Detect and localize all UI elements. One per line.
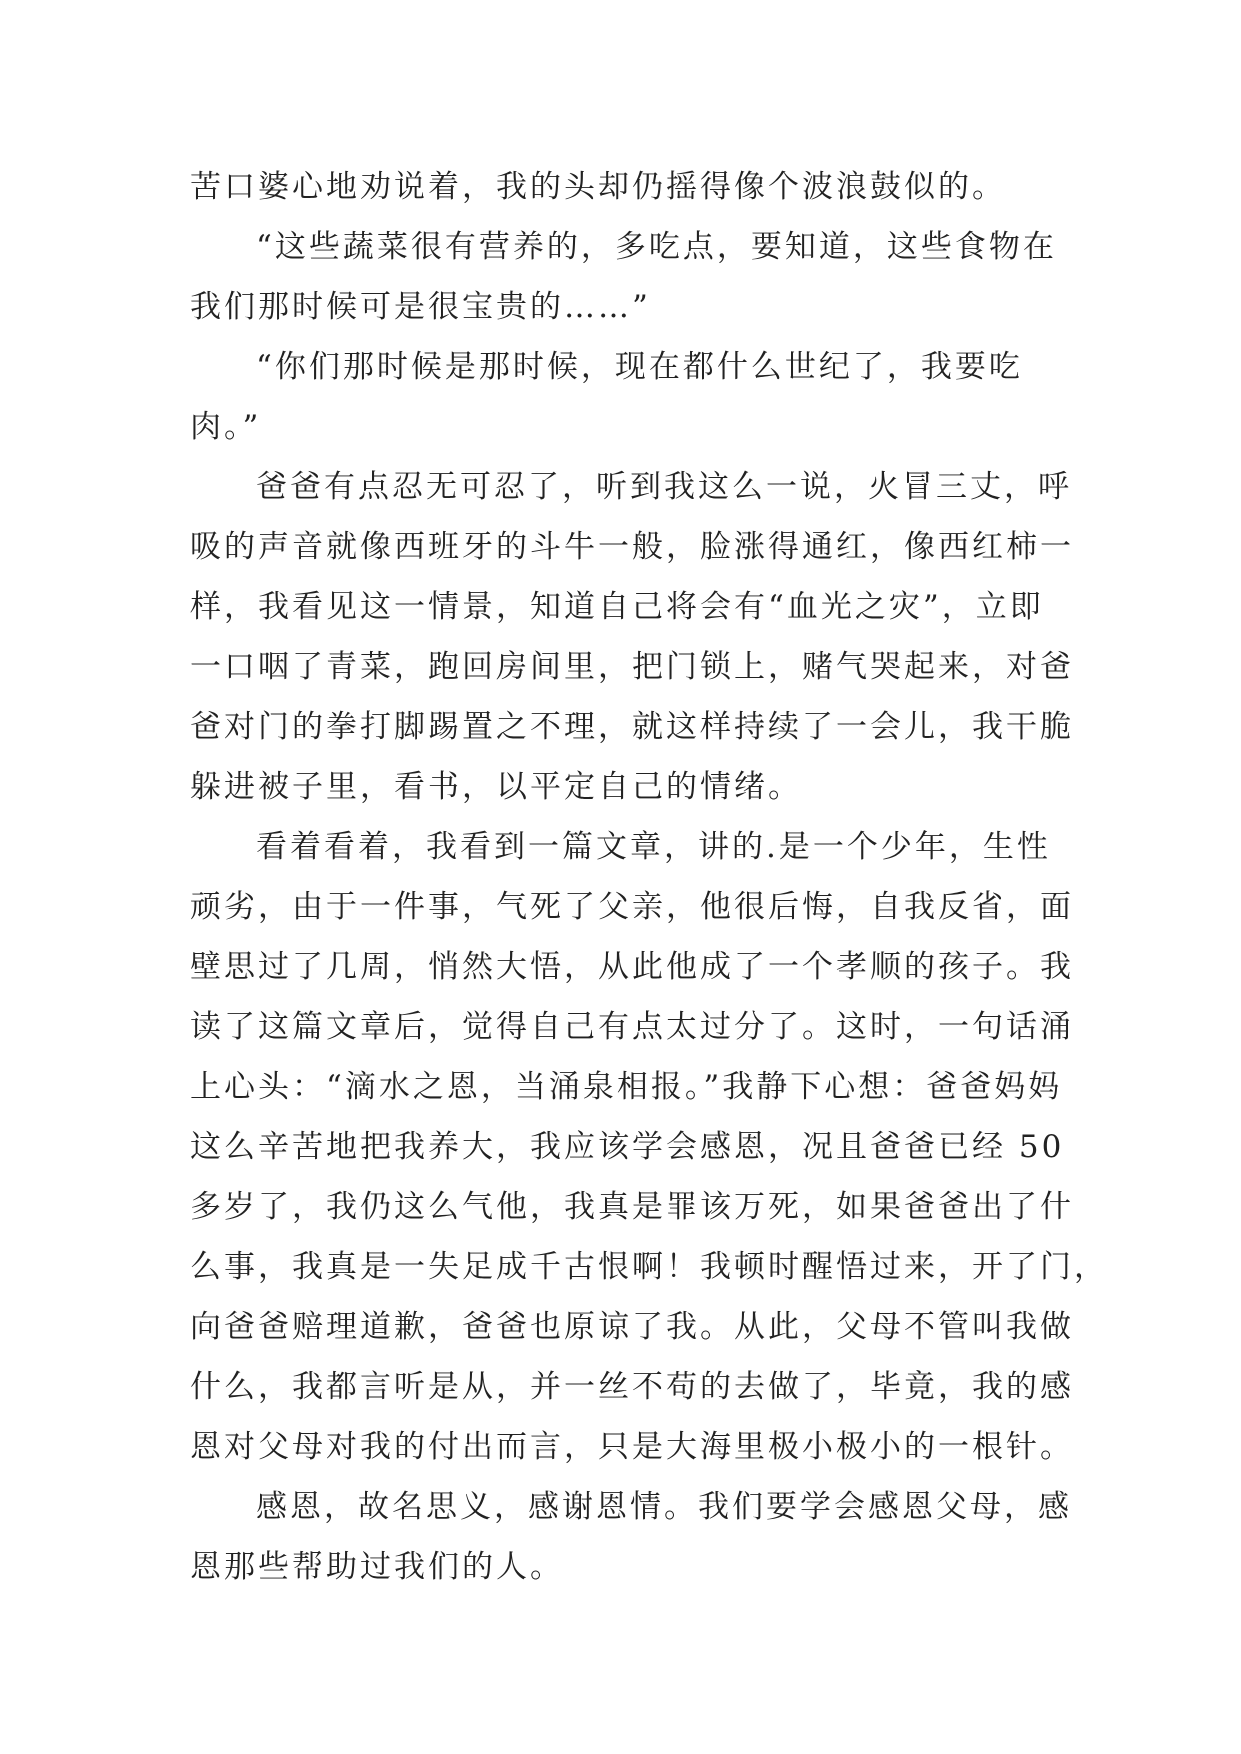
text-line: 壁思过了几周，悄然大悟，从此他成了一个孝顺的孩子。我 [190, 949, 1074, 985]
text-line: 躲进被子里，看书，以平定自己的情绪。 [190, 769, 802, 805]
text-line: 顽劣，由于一件事，气死了父亲，他很后悔，自我反省，面 [190, 889, 1074, 925]
text-line: 爸对门的拳打脚踢置之不理，就这样持续了一会儿，我干脆 [190, 709, 1074, 745]
text-line: 感恩，故名思义，感谢恩情。我们要学会感恩父母，感 [256, 1489, 1072, 1525]
text-line: 肉。” [190, 409, 262, 445]
text-line: 吸的声音就像西班牙的斗牛一般，脸涨得通红，像西红柿一 [190, 529, 1074, 565]
text-line: 恩对父母对我的付出而言，只是大海里极小极小的一根针。 [190, 1429, 1074, 1465]
text-line: 读了这篇文章后，觉得自己有点太过分了。这时，一句话涌 [190, 1009, 1074, 1045]
text-line: 我们那时候可是很宝贵的……” [190, 289, 651, 325]
text-line: 多岁了，我仍这么气他，我真是罪该万死，如果爸爸出了什 [190, 1189, 1074, 1225]
text-line: 一口咽了青菜，跑回房间里，把门锁上，赌气哭起来，对爸 [190, 649, 1074, 685]
text-line: 向爸爸赔理道歉，爸爸也原谅了我。从此，父母不管叫我做 [190, 1309, 1074, 1345]
text-line: 上心头：“滴水之恩，当涌泉相报。”我静下心想：爸爸妈妈 [190, 1069, 1063, 1105]
text-line: 恩那些帮助过我们的人。 [190, 1549, 564, 1585]
text-line: 什么，我都言听是从，并一丝不苟的去做了，毕竟，我的感 [190, 1369, 1074, 1405]
text-line: 爸爸有点忍无可忍了，听到我这么一说，火冒三丈，呼 [256, 469, 1072, 505]
text-line: 看着看着，我看到一篇文章，讲的.是一个少年，生性 [256, 829, 1051, 865]
text-line: 么事，我真是一失足成千古恨啊！我顿时醒悟过来，开了门， [190, 1249, 1108, 1285]
text-line: 样，我看见这一情景，知道自己将会有“血光之灾”，立即 [190, 589, 1044, 625]
text-line: 这么辛苦地把我养大，我应该学会感恩，况且爸爸已经 50 [190, 1129, 1065, 1165]
body-text [190, 157, 1108, 1597]
text-line: “这些蔬菜很有营养的，多吃点，要知道，这些食物在 [256, 229, 1057, 265]
text-line: 苦口婆心地劝说着，我的头却仍摇得像个波浪鼓似的。 [190, 169, 1006, 205]
text-line: “你们那时候是那时候，现在都什么世纪了，我要吃 [256, 349, 1023, 385]
